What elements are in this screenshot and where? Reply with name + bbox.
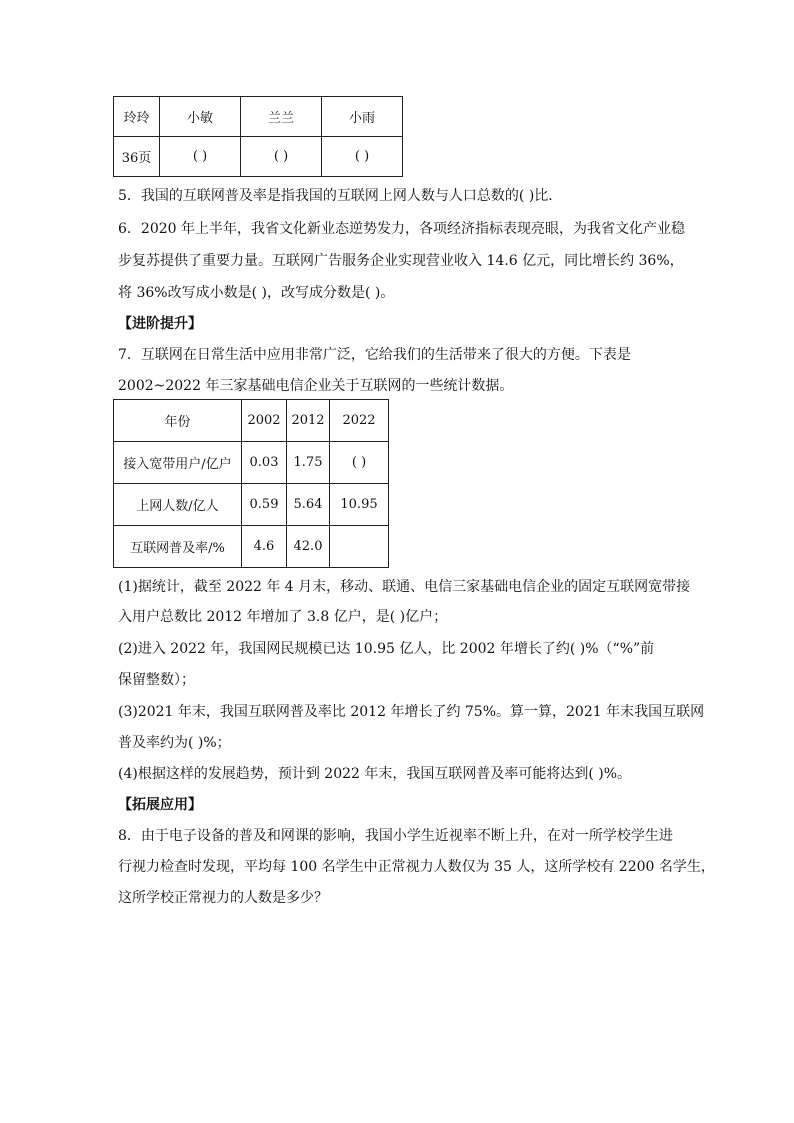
- table-cell: 0.59: [242, 484, 287, 526]
- question-7-part-line: 保留整数）；: [118, 672, 195, 688]
- internet-stats-table: [113, 399, 389, 568]
- question-7-intro-line: 2002~2022 年三家基础电信企业关于互联网的一些统计数据。: [118, 378, 514, 394]
- table-cell: 年份: [114, 400, 242, 442]
- students-pages-table: [113, 96, 403, 177]
- table-cell: 兰兰: [241, 97, 322, 137]
- question-6-line: 将 36%改写成小数是( )，改写成分数是( )。: [118, 285, 395, 301]
- table-cell: 2002: [242, 400, 287, 442]
- table-cell: [330, 526, 389, 568]
- table-cell: 4.6: [242, 526, 287, 568]
- question-7-intro-line: 7．互联网在日常生活中应用非常广泛，它给我们的生活带来了很大的方便。下表是: [118, 347, 631, 363]
- table-row: [114, 400, 389, 442]
- table-row: [114, 97, 403, 137]
- table-cell: 上网人数/亿人: [114, 484, 242, 526]
- table-cell: 2022: [330, 400, 389, 442]
- table-cell: 2012: [287, 400, 330, 442]
- answer-blank: ( ): [160, 137, 241, 177]
- question-8-line: 这所学校正常视力的人数是多少？: [118, 890, 328, 906]
- answer-blank: ( ): [241, 137, 322, 177]
- question-8-line: 8．由于电子设备的普及和网课的影响，我国小学生近视率不断上升，在对一所学校学生进: [118, 828, 673, 844]
- table-row: [114, 137, 403, 177]
- table-cell: 接入宽带用户/亿户: [114, 442, 242, 484]
- question-7-part-line: (4)根据这样的发展趋势，预计到 2022 年末，我国互联网普及率可能将达到( )%。: [118, 766, 632, 782]
- table-cell: 小雨: [322, 97, 403, 137]
- question-7-part-line: 普及率约为( )%；: [118, 735, 231, 751]
- question-6-line: 步复苏提供了重要力量。互联网广告服务企业实现营业收入 14.6 亿元，同比增长约 36%，: [118, 253, 684, 269]
- table-cell: 42.0: [287, 526, 330, 568]
- question-6-line: 6．2020 年上半年，我省文化新业态逆势发力，各项经济指标表现亮眼，为我省文化产业稳: [118, 221, 685, 237]
- table-row: [114, 526, 389, 568]
- table-cell: 0.03: [242, 442, 287, 484]
- question-7-part-line: (3)2021 年末，我国互联网普及率比 2012 年增长了约 75%。算一算，2021 年末我国互联网: [118, 704, 705, 720]
- table-cell: 互联网普及率/%: [114, 526, 242, 568]
- question-7-part-line: 入用户总数比 2012 年增加了 3.8 亿户，是( )亿户；: [118, 609, 448, 625]
- question-7-part-line: (1)据统计，截至 2022 年 4 月末，移动、联通、电信三家基础电信企业的固定互联网宽带接: [118, 579, 691, 595]
- table-cell: 小敏: [160, 97, 241, 137]
- table-cell: 1.75: [287, 442, 330, 484]
- table-row: [114, 484, 389, 526]
- answer-blank: ( ): [322, 137, 403, 177]
- question-7-part-line: (2)进入 2022 年，我国网民规模已达 10.95 亿人，比 2002 年增长了约( )%（“%”前: [118, 641, 655, 657]
- table-cell: 5.64: [287, 484, 330, 526]
- answer-blank: ( ): [330, 442, 389, 484]
- table-row: [114, 442, 389, 484]
- section-heading-extend: 【拓展应用】: [118, 797, 202, 813]
- table-cell: 玲玲: [114, 97, 160, 137]
- question-5: 5．我国的互联网普及率是指我国的互联网上网人数与人口总数的( )比．: [118, 188, 563, 204]
- table-cell: 36页: [114, 137, 160, 177]
- question-8-line: 行视力检查时发现，平均每 100 名学生中正常视力人数仅为 35 人，这所学校有 2200 名学生，: [118, 859, 715, 875]
- table-cell: 10.95: [330, 484, 389, 526]
- section-heading-advanced: 【进阶提升】: [118, 316, 202, 332]
